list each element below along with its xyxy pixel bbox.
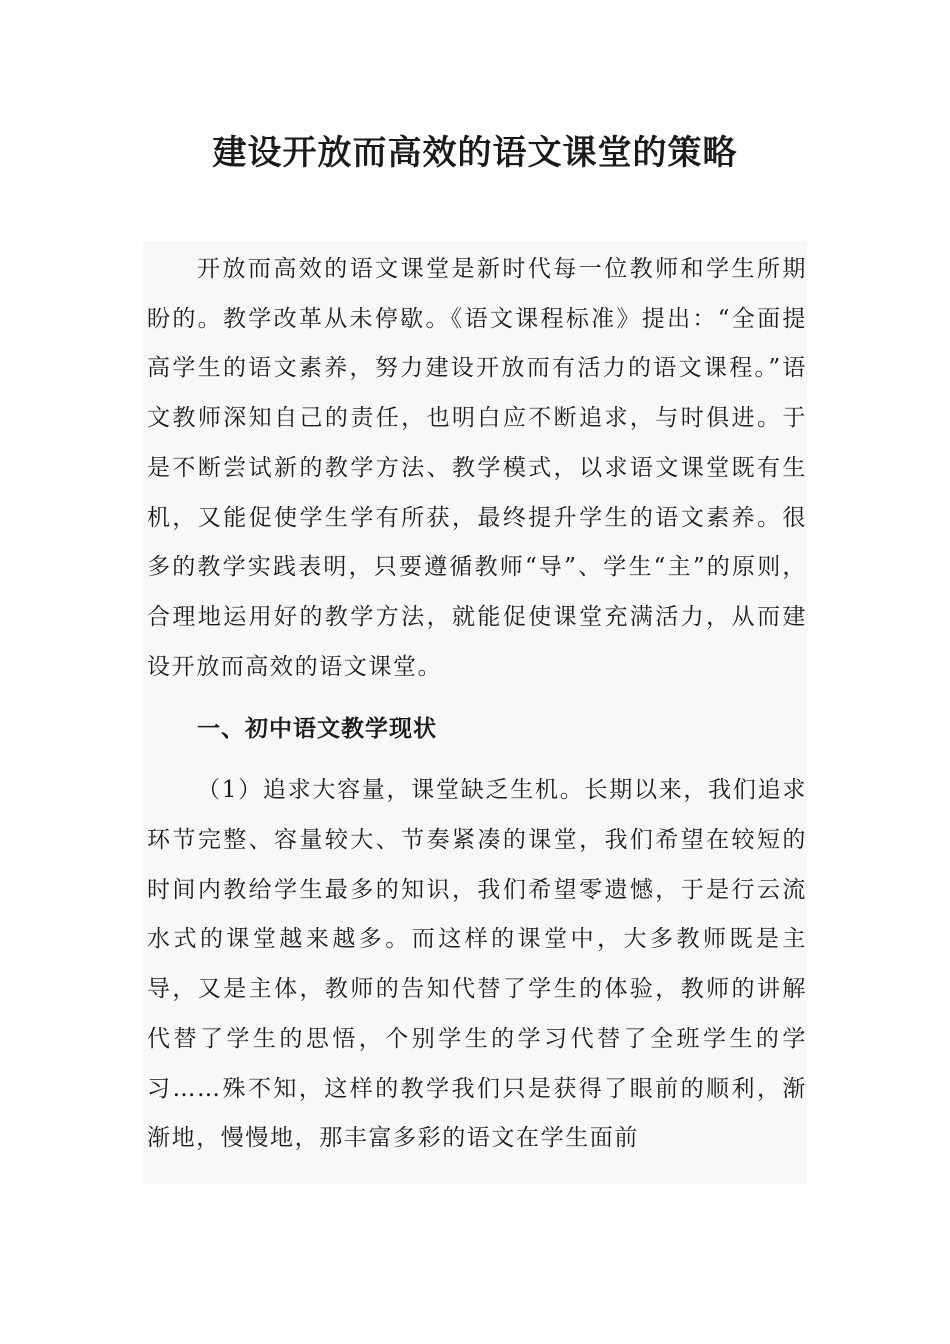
document-body — [143, 241, 807, 1184]
section-heading: 一、初中语文教学现状 — [197, 715, 437, 743]
body-paragraph: （1）追求大容量，课堂缺乏生机。长期以来，我们追求环节完整、容量较大、节奏紧凑的课堂，我们希望在较短的时间内教给学生最多的知识，我们希望零遗憾，于是行云流水式的课堂越来越多。而这样的课堂中，大多教师既是主导，又是主体，教师的告知代替了学生的体验，教师的讲解代替了学生的思悟，个别学生的学习代替了全班学生的学习……殊不知，这样的教学我们只是获得了眼前的顺利，渐渐地，慢慢地，那丰富多彩的语文在学生面前 — [147, 777, 807, 1152]
intro-paragraph: 开放而高效的语文课堂是新时代每一位教师和学生所期盼的。教学改革从未停歇。《语文课程标准》提出：“全面提高学生的语文素养，努力建设开放而有活力的语文课程。”语文教师深知自己的责任，也明白应不断追求，与时俱进。于是不断尝试新的教学方法、教学模式，以求语文课堂既有生机，又能促使学生学有所获，最终提升学生的语文素养。很多的教学实践表明，只要遵循教师“导”、学生“主”的原则，合理地运用好的教学方法，就能促使课堂充满活力，从而建设开放而高效的语文课堂。 — [147, 256, 807, 680]
document-title: 建设开放而高效的语文课堂的策略 — [212, 133, 738, 173]
